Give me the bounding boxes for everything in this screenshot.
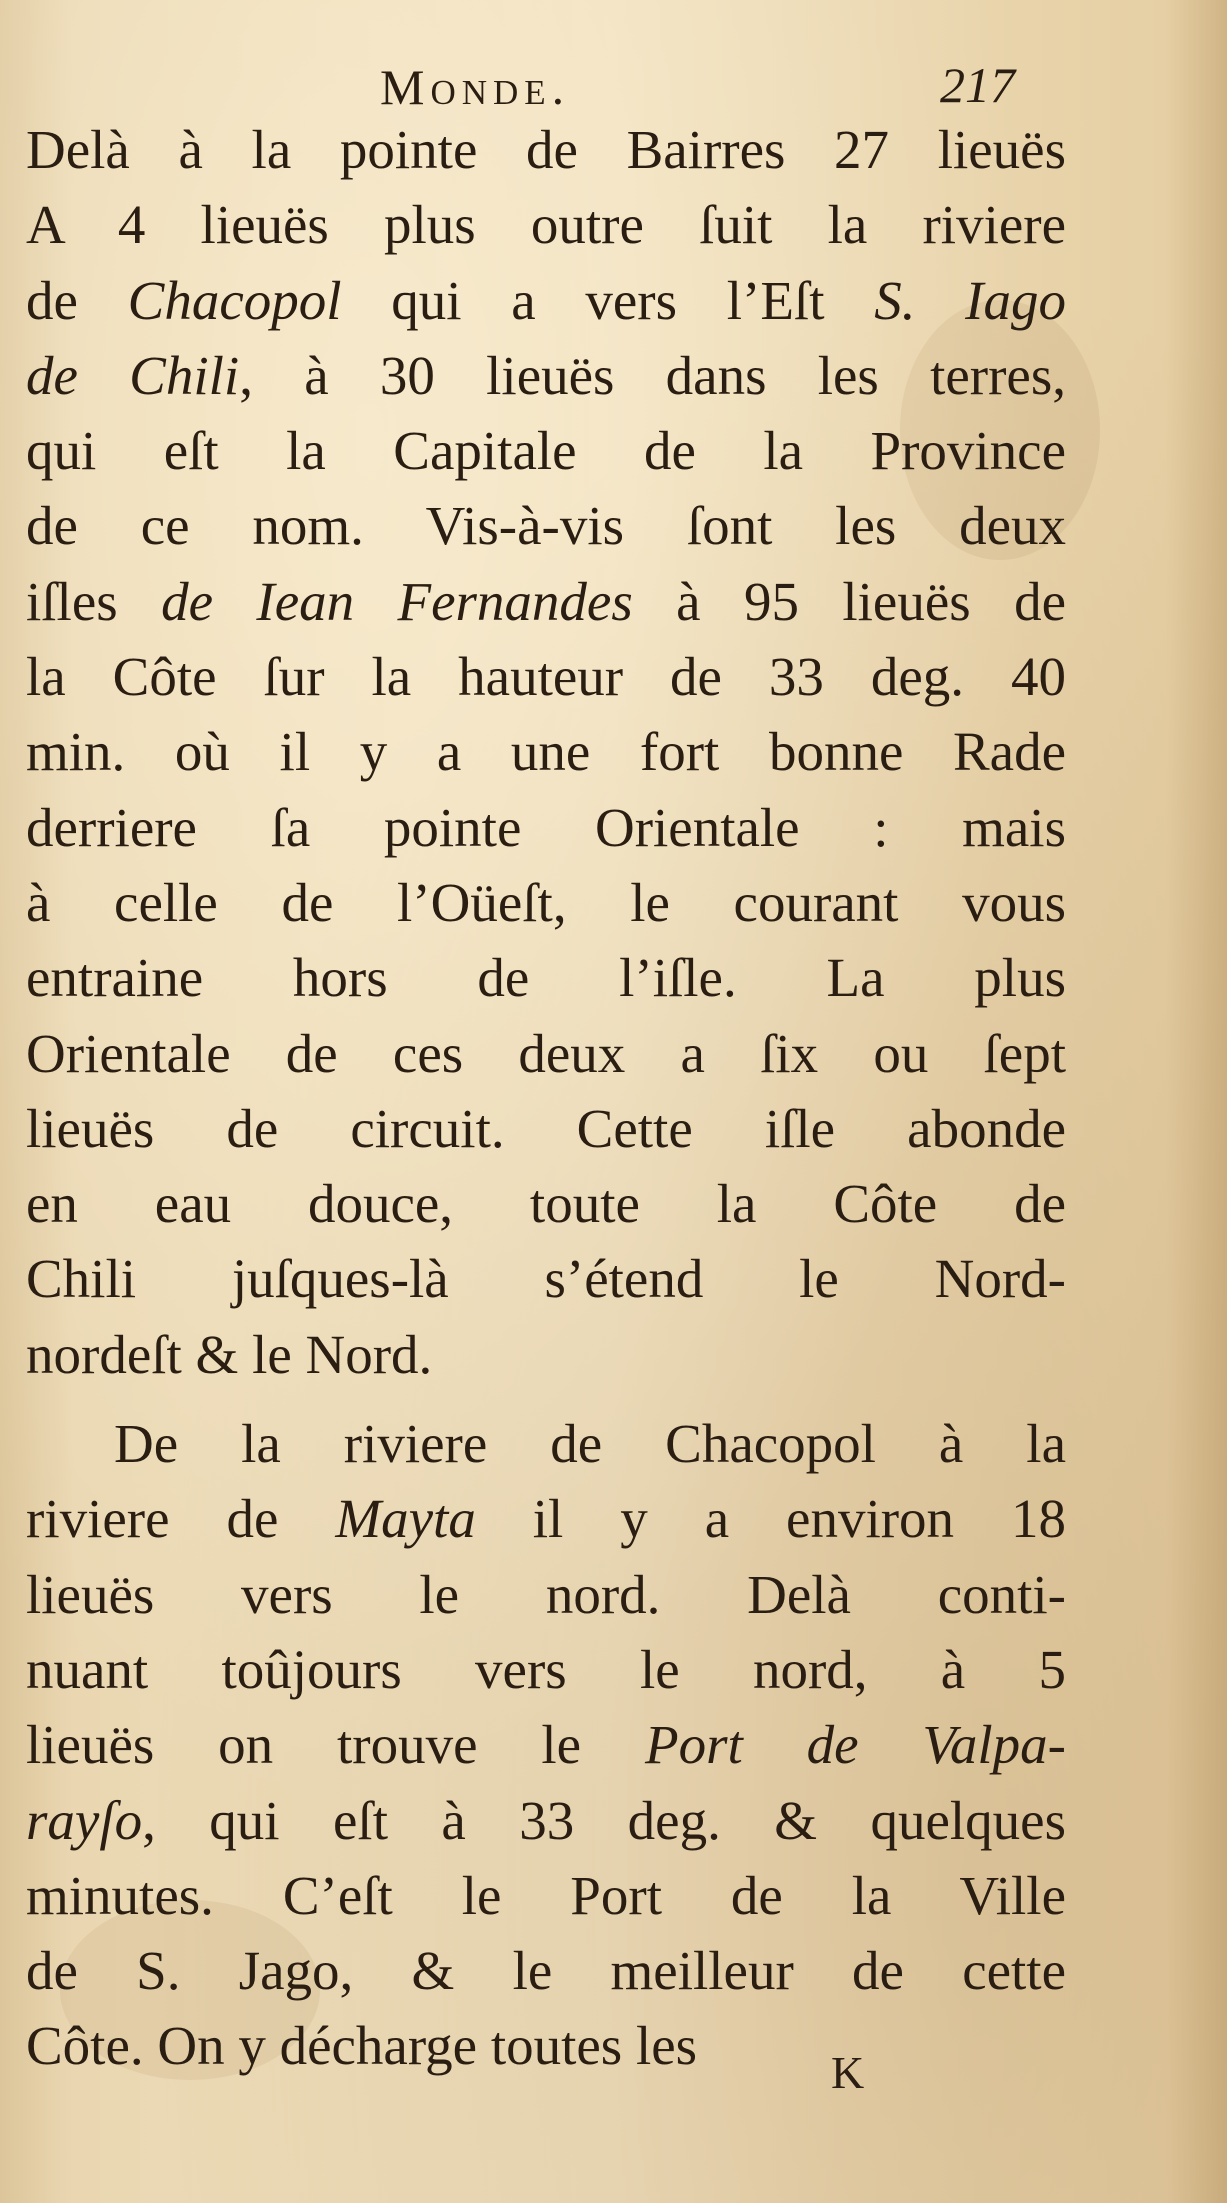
italic-text: rayſo [26,1789,143,1851]
text-line [26,488,1066,563]
text-run: de ce nom. Vis-à-vis ſont les deux [26,495,1066,557]
text-run: à celle de l’Oüeſt, le courant vous [26,871,1066,933]
italic-text: S. Iago [874,269,1066,331]
text-run: en eau douce, toute la Côte de [26,1173,1066,1235]
italic-text: Mayta [335,1488,476,1550]
text-run: nuant toûjours vers le nord, à 5 [26,1638,1066,1700]
italic-text: de Chili [26,344,240,406]
paragraph [26,1406,1066,2084]
text-line [26,1016,1066,1091]
text-line [26,1632,1066,1707]
text-line [26,1406,1066,1481]
paragraph [26,112,1066,1392]
text-run: minutes. C’eſt le Port de la Ville [26,1864,1066,1926]
text-line [26,1858,1066,1933]
body-text [26,112,1066,2084]
text-line [26,1166,1066,1241]
italic-text: Chacopol [127,269,342,331]
text-run: de [26,269,128,331]
text-line [26,1783,1066,1858]
text-run: Chili juſques-là s’étend le Nord- [26,1248,1066,1310]
text-run: lieuës on trouve le [26,1714,645,1776]
text-run: lieuës vers le nord. Delà conti- [26,1563,1066,1625]
text-line [26,865,1066,940]
text-run: iſles [26,570,162,632]
text-run: riviere de [26,1488,336,1550]
signature-mark: K [831,2047,866,2098]
text-line [26,790,1066,865]
italic-text: de Iean Fernandes [161,570,633,632]
text-line [26,1933,1066,2008]
text-run: A 4 lieuës plus outre ſuit la riviere [26,194,1066,256]
text-run: Delà à la pointe de Bairres 27 lieuës [26,119,1066,180]
text-line [26,1091,1066,1166]
text-line [26,263,1066,338]
text-line [26,1241,1066,1316]
text-run: la Côte ſur la hauteur de 33 deg. 40 [26,646,1066,708]
page-number: 217 [940,57,1015,113]
text-run: min. où il y a une fort bonne Rade [26,721,1066,783]
text-run: entraine hors de l’iſle. La plus [26,947,1066,1009]
text-run: nordeſt & le Nord. [26,1323,433,1385]
text-line [26,1481,1066,1556]
text-line [26,564,1066,639]
text-run: Côte. On y décharge toutes les [26,2015,698,2077]
text-run: lieuës de circuit. Cette iſle abonde [26,1097,1066,1159]
text-run: qui a vers l’Eſt [341,269,875,331]
text-line [26,187,1066,262]
text-line [26,1557,1066,1632]
text-line [26,338,1066,413]
text-run: qui eſt la Capitale de la Province [26,420,1066,482]
text-run: De la riviere de Chacopol à la [114,1413,1066,1475]
page-header [0,30,1227,115]
running-head: Monde. [380,59,571,115]
text-line [26,940,1066,1015]
text-line [26,413,1066,488]
text-line [26,639,1066,714]
text-line [26,112,1066,187]
text-run: , à 30 lieuës dans les terres, [239,344,1066,406]
text-run: à 95 lieuës de [632,570,1066,632]
text-line [26,1317,1066,1392]
text-run: il y a environ 18 [475,1488,1066,1550]
text-line [26,714,1066,789]
text-run: , qui eſt à 33 deg. & quelques [142,1789,1066,1851]
text-run: derriere ſa pointe Orientale : mais [26,796,1066,858]
text-line [26,1707,1066,1782]
text-run: de S. Jago, & le meilleur de cette [26,1940,1066,2002]
italic-text: Port de Valpa- [644,1714,1066,1776]
text-run: Orientale de ces deux a ſix ou ſept [26,1022,1066,1084]
text-line [26,2008,1066,2083]
